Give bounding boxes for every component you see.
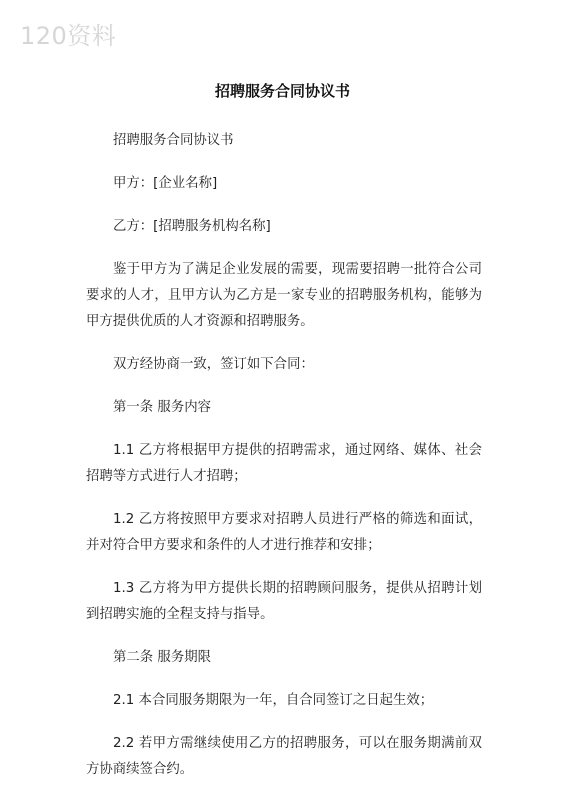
- party-a-line: 甲方：[企业名称]: [113, 176, 218, 191]
- clause-2-2: 2.2 若甲方需继续使用乙方的招聘服务，可以在服务期满前双方协商续签合约。: [86, 736, 482, 777]
- article-1-heading: 第一条 服务内容: [113, 400, 211, 415]
- clause-1-1: 1.1 乙方将根据甲方提供的招聘需求，通过网络、媒体、社会招聘等方式进行人才招聘；: [86, 443, 482, 484]
- document-body: [86, 128, 482, 800]
- watermark-logo: 120资料: [20, 22, 117, 50]
- preamble-paragraph: 鉴于甲方为了满足企业发展的需要，现需要招聘一批符合公司要求的人才，且甲方认为乙方是一家专业的招聘服务机构，能够为甲方提供优质的人才资源和招聘服务。: [86, 262, 482, 329]
- document-title: 招聘服务合同协议书: [214, 82, 350, 100]
- doc-heading-repeat: 招聘服务合同协议书: [113, 133, 234, 148]
- party-b-line: 乙方：[招聘服务机构名称]: [113, 219, 271, 234]
- article-2-heading: 第二条 服务期限: [113, 650, 211, 665]
- clause-2-1: 2.1 本合同服务期限为一年，自合同签订之日起生效；: [113, 693, 434, 708]
- agreement-statement: 双方经协商一致，签订如下合同：: [113, 357, 314, 372]
- clause-1-3: 1.3 乙方将为甲方提供长期的招聘顾问服务，提供从招聘计划到招聘实施的全程支持与指导。: [86, 581, 482, 622]
- clause-1-2: 1.2 乙方将按照甲方要求对招聘人员进行严格的筛选和面试，并对符合甲方要求和条件的人才进行推荐和安排；: [86, 512, 482, 553]
